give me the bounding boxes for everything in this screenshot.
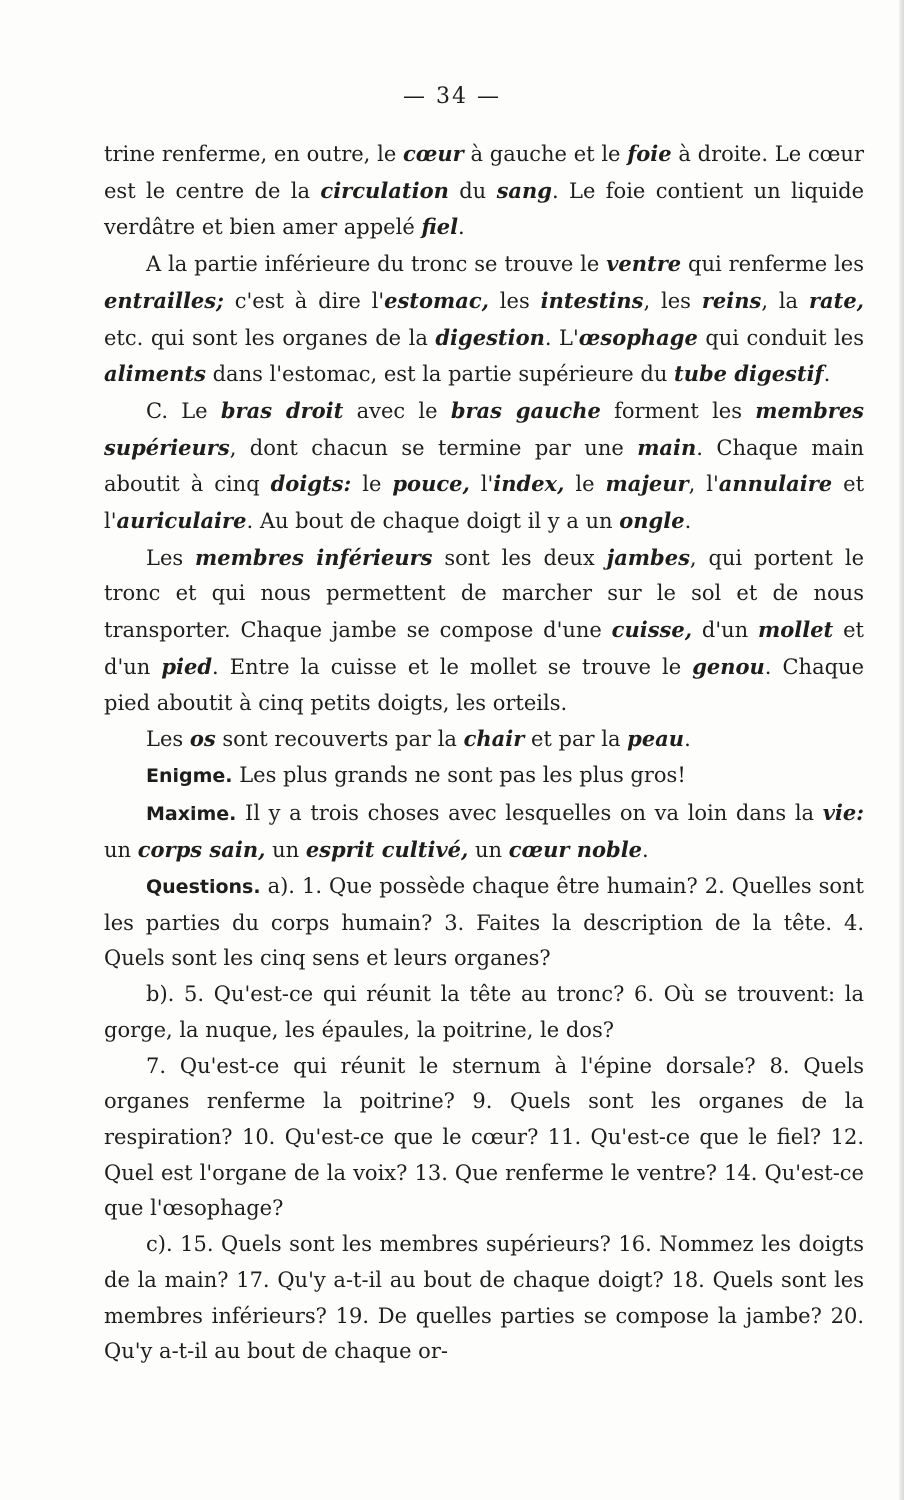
text-run: . L' — [544, 325, 579, 350]
text-run: du — [448, 178, 497, 203]
emphasis-term: sang — [496, 177, 552, 203]
emphasis-term: vie: — [822, 799, 864, 825]
body-text — [104, 136, 864, 1370]
paragraph-lower-limbs — [104, 540, 864, 722]
emphasis-term: rate, — [808, 287, 864, 313]
emphasis-term: majeur — [605, 471, 689, 497]
emphasis-term: membres inférieurs — [195, 544, 433, 570]
text-run: les — [488, 288, 541, 313]
text-run: qui conduit les — [697, 325, 865, 350]
emphasis-term: os — [189, 726, 216, 752]
text-run: un — [468, 838, 509, 863]
text-run: A la partie inférieure du tronc se trouve le — [146, 252, 607, 277]
text-run: un — [104, 838, 138, 863]
text-run: . — [458, 215, 465, 240]
questions-label: Questions. — [146, 876, 261, 899]
emphasis-term: cœur noble — [508, 837, 643, 863]
emphasis-term: œsophage — [578, 324, 698, 350]
text-run: Les — [146, 545, 196, 570]
text-run: , qui portent le tronc et qui nous permettent de marcher sur le sol et de nous transporter. Chaque jambe se compose d'une — [104, 545, 865, 643]
emphasis-term: corps sain, — [137, 837, 266, 863]
text-run: c'est à dire l' — [223, 288, 385, 313]
text-run: et d'un — [104, 618, 864, 679]
emphasis-term: aliments — [104, 361, 206, 387]
text-run: . — [642, 838, 649, 863]
emphasis-term: tube digestif — [674, 361, 824, 387]
emphasis-term: reins — [701, 287, 762, 313]
text-run: . — [823, 362, 831, 387]
emphasis-term: mollet — [758, 617, 834, 643]
text-run: , dont chacun se termine par une — [229, 435, 638, 460]
emphasis-term: estomac, — [384, 287, 489, 313]
emphasis-term: jambes — [606, 544, 690, 570]
emphasis-term: digestion — [435, 324, 545, 350]
text-run: , les — [643, 288, 702, 313]
text-run: , la — [761, 288, 809, 313]
emphasis-term: main — [637, 434, 697, 460]
paragraph-abdomen — [104, 246, 864, 393]
text-run: à gauche et le — [463, 142, 628, 166]
text-run: dans l'estomac, est la partie supérieure du — [205, 362, 675, 387]
text-run: sont recouverts par la — [215, 727, 464, 752]
emphasis-term: annulaire — [718, 471, 833, 497]
text-run: c). 15. Quels sont les membres supérieurs? 16. Nommez les doigts de la main? 17. Qu'y a-t-il au bout de chaque doigt? 18. Quels sont les membres inférieurs? 19. De quelles parties se compose la jambe? 20. Qu'y a-t-il au bout de chaque or- — [104, 1232, 864, 1364]
emphasis-term: index, — [493, 471, 565, 497]
paragraph-enigme — [104, 758, 864, 795]
page-edge-shadow — [899, 0, 904, 1500]
text-run: . Entre la cuisse et le mollet se trouve le — [212, 654, 693, 679]
page-number: — 34 — — [403, 84, 501, 109]
text-run: le — [564, 472, 606, 497]
paragraph-bones — [104, 721, 864, 758]
emphasis-term: ongle — [619, 508, 685, 534]
text-run: Les — [146, 727, 190, 752]
text-run: l' — [469, 472, 494, 497]
paragraph-maxime — [104, 795, 864, 869]
maxime-label: Maxime. — [146, 802, 237, 825]
enigme-label: Enigme. — [146, 764, 233, 787]
text-run: etc. qui sont les organes de la — [104, 325, 436, 350]
text-run: . Chaque main aboutit à cinq — [104, 435, 864, 497]
text-run: et par la — [524, 727, 628, 752]
emphasis-term: foie — [627, 141, 672, 166]
text-run: . Chaque pied aboutit à cinq petits doigts, les orteils. — [104, 654, 864, 715]
paragraph-questions-b2 — [104, 1049, 864, 1228]
emphasis-term: ventre — [606, 251, 682, 277]
text-run: . — [684, 727, 691, 752]
text-run: à droite. Le cœur est le centre de la — [104, 142, 864, 203]
emphasis-term: peau — [627, 726, 685, 752]
text-run: le — [351, 472, 393, 497]
text-run: b). 5. Qu'est-ce qui réunit la tête au tronc? 6. Où se trouvent: la gorge, la nuque, les épaules, la poitrine, le dos? — [104, 982, 864, 1042]
emphasis-term: bras gauche — [450, 397, 601, 423]
emphasis-term: esprit cultivé, — [305, 837, 469, 863]
emphasis-term: doigts: — [270, 471, 352, 497]
emphasis-term: chair — [463, 726, 525, 752]
emphasis-term: pouce, — [392, 471, 470, 497]
text-run: C. Le — [146, 398, 221, 423]
emphasis-term: entrailles; — [104, 287, 224, 313]
text-run: un — [265, 838, 306, 863]
paragraph-heart-liver — [104, 136, 864, 246]
text-run: . Le foie contient un liquide verdâtre et bien amer appelé — [104, 178, 864, 240]
emphasis-term: cuisse, — [611, 617, 693, 643]
text-run: sont les deux — [432, 545, 607, 570]
text-run: , l' — [688, 472, 719, 497]
paragraph-upper-limbs — [104, 393, 864, 540]
paragraph-questions-a — [104, 869, 864, 977]
emphasis-term: pied — [161, 653, 213, 679]
emphasis-term: cœur — [403, 141, 464, 166]
text-run: et l' — [104, 472, 865, 534]
emphasis-term: intestins — [540, 287, 644, 313]
text-run: forment les — [600, 398, 756, 423]
text-run: . — [684, 509, 692, 534]
emphasis-term: membres supérieurs — [104, 397, 864, 460]
text-run: avec le — [343, 398, 451, 423]
text-run: . Au bout de chaque doigt il y a un — [246, 509, 620, 534]
emphasis-term: fiel — [421, 214, 459, 240]
emphasis-term: auriculaire — [116, 508, 247, 534]
text-run: qui renferme les — [681, 252, 864, 277]
text-run: Il y a trois choses avec lesquelles on va loin dans la — [236, 800, 823, 825]
text-run: 7. Qu'est-ce qui réunit le sternum à l'épine dorsale? 8. Quels organes renferme la poitrine? 9. Quels sont les organes de la respiration? 10. Qu'est-ce que le cœur? 11. Qu'est-ce que le fiel? 12. Quel est l'organe de la voix? 13. Que renferme le ventre? 14. Qu'est-ce que l'œsophage? — [104, 1053, 864, 1221]
text-run: trine renferme, en outre, le — [104, 142, 404, 166]
emphasis-term: circulation — [320, 177, 449, 203]
paragraph-questions-c — [104, 1227, 864, 1370]
text-run: d'un — [692, 618, 759, 643]
text-run: Les plus grands ne sont pas les plus gros! — [232, 762, 686, 787]
emphasis-term: genou — [692, 653, 765, 679]
emphasis-term: bras droit — [220, 397, 344, 423]
paragraph-questions-b — [104, 977, 864, 1048]
text-run: a). 1. Que possède chaque être humain? 2. Quelles sont les parties du corps humain? 3. Faites la description de la tête. 4. Quels sont les cinq sens et leurs organes? — [104, 874, 864, 971]
